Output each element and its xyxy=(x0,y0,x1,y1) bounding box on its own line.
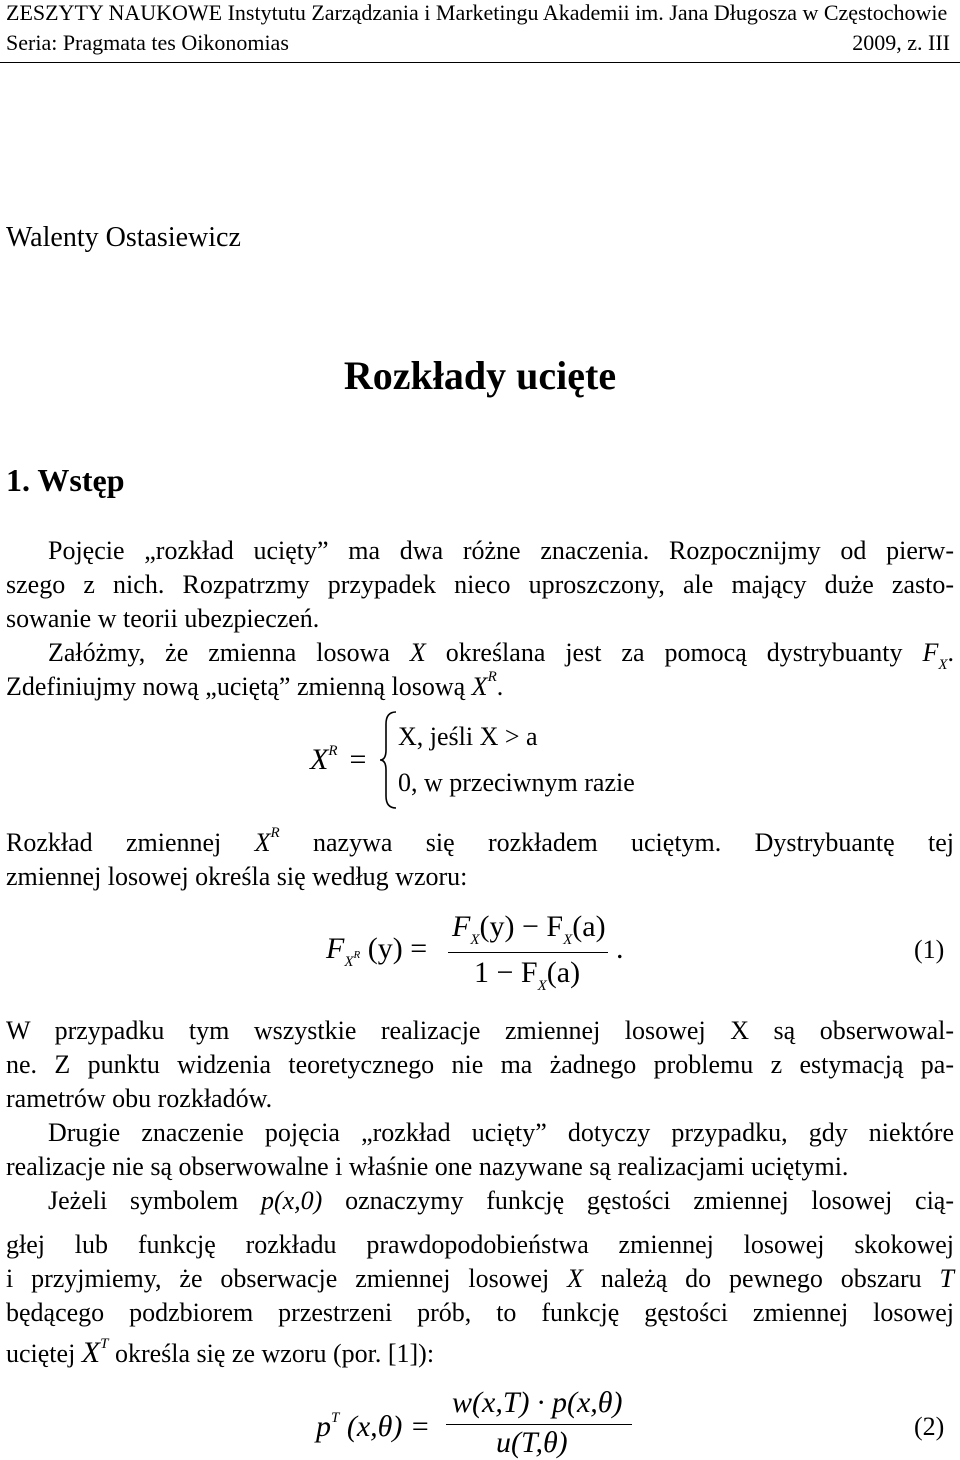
left-brace-icon xyxy=(378,710,400,810)
article-title: Rozkłady ucięte xyxy=(343,353,617,398)
p6-line3: i przyjmiemy, że obserwacje zmiennej losowej X należą do pewnego obszaru T xyxy=(6,1264,954,1293)
p2-line1: Załóżmy, że zmienna losowa X określana jest za pomocą dystrybuanty $F_X$. xyxy=(48,638,955,673)
series-name: Seria: Pragmata tes Oikonomias xyxy=(6,30,289,55)
sym-x: X xyxy=(409,638,426,667)
p1-line3: sowanie w teorii ubezpieczeń. xyxy=(6,604,320,633)
eq0-case1: X, jeśli X > a xyxy=(398,722,538,751)
section-heading: 1. Wstęp xyxy=(6,462,125,498)
eq2-fraction-bar xyxy=(446,1424,632,1425)
eq2-numerator: w(x,T) · p(x,θ) xyxy=(452,1386,623,1419)
eq1-lhs: $F_XR$ (y) = xyxy=(326,932,428,970)
density-symbol: p(x,0) xyxy=(260,1186,323,1215)
p6-line4: będącego podzbiorem przestrzeni prób, to funkcję gęstości zmiennej losowej xyxy=(6,1298,954,1327)
eq1-numerator: $F_X(y) - F_X(a)$ xyxy=(452,910,606,948)
issue-info: 2009, z. III xyxy=(852,30,950,55)
eq1-fraction-bar xyxy=(448,952,608,953)
journal-header: ZESZYTY NAUKOWE Instytutu Zarządzania i Marketingu Akademii im. Jana Długosza w Częstochowie xyxy=(6,0,948,25)
eq2-lhs: $p^T$ (x,θ) = xyxy=(316,1410,431,1443)
p4-line3: rametrów obu rozkładów. xyxy=(6,1084,273,1113)
eq2-number: (2) xyxy=(914,1412,945,1441)
p1-line1: Pojęcie „rozkład ucięty” ma dwa różne znaczenia. Rozpocznijmy od pierw- xyxy=(48,536,954,565)
eq2-denominator: u(T,θ) xyxy=(496,1426,568,1459)
p6-line5: uciętej $X^T$ określa się ze wzoru (por. [1]): xyxy=(6,1336,435,1369)
author: Walenty Ostasiewicz xyxy=(6,222,241,253)
p5-line2: realizacje nie są obserwowalne i właśnie one nazywane są realizacjami uciętymi. xyxy=(6,1152,849,1181)
eq0-lhs: $X^R$ = xyxy=(310,743,367,776)
p5-line1: Drugie znaczenie pojęcia „rozkład ucięty” dotyczy przypadku, gdy niektóre xyxy=(48,1118,954,1147)
p2-line2: Zdefiniujmy nową „uciętą” zmienną losową $X^R$. xyxy=(6,669,504,701)
p4-line2: ne. Z punktu widzenia teoretycznego nie ma żadnego problemu z estymacją pa- xyxy=(6,1050,954,1079)
p1-line2: szego z nich. Rozpatrzmy przypadek nieco uproszczony, ale mający duże zasto- xyxy=(6,570,954,599)
eq1-denominator: $1 - F_X(a)$ xyxy=(474,956,581,994)
p3-line1: Rozkład zmiennej $X^R$ nazywa się rozkładem uciętym. Dystrybuantę tej xyxy=(6,825,954,857)
p4-line1: W przypadku tym wszystkie realizacje zmiennej losowej X są obserwowal- xyxy=(6,1016,954,1045)
p6-line1: Jeżeli symbolem p(x,0) oznaczymy funkcję gęstości zmiennej losowej cią- xyxy=(48,1186,954,1215)
eq0-case2: 0, w przeciwnym razie xyxy=(398,768,635,797)
p6-line2: głej lub funkcję rozkładu prawdopodobieństwa zmiennej losowej skokowej xyxy=(6,1230,954,1259)
header-rule xyxy=(0,62,960,63)
p3-line2: zmiennej losowej określa się według wzoru: xyxy=(6,862,468,891)
eq1-number: (1) xyxy=(914,935,945,964)
sym-f: F xyxy=(922,638,939,667)
